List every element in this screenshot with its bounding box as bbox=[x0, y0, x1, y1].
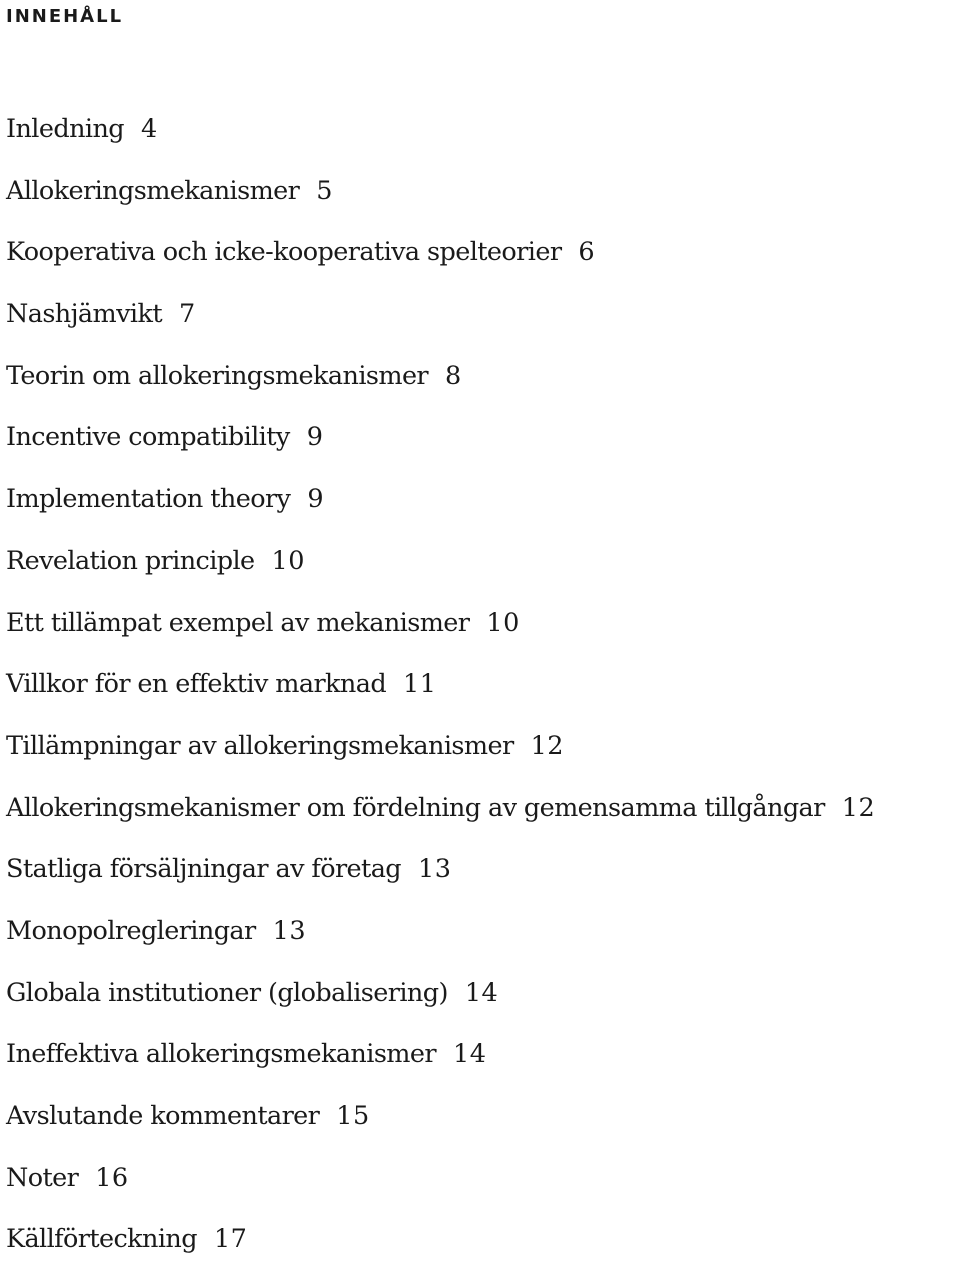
toc-entry[interactable] bbox=[6, 598, 875, 660]
toc-entry-page: 13 bbox=[418, 854, 452, 885]
toc-entry-page: 13 bbox=[272, 915, 307, 946]
toc-entry-title: Ineffektiva allokeringsmekanismer bbox=[6, 1039, 436, 1070]
toc-heading: INNEHÅLL bbox=[6, 6, 124, 27]
toc-entry-page: 14 bbox=[464, 977, 499, 1008]
toc-entry-title: Villkor för en effektiv marknad bbox=[6, 669, 387, 700]
toc-entry[interactable] bbox=[6, 227, 875, 289]
toc-entry[interactable] bbox=[6, 968, 875, 1030]
toc-entry-title: Incentive compatibility bbox=[6, 422, 290, 453]
toc-entry-title: Revelation principle bbox=[6, 545, 255, 576]
toc-entry[interactable] bbox=[6, 104, 875, 166]
toc-entry[interactable] bbox=[6, 289, 875, 351]
toc-entry[interactable] bbox=[6, 412, 875, 474]
toc-list bbox=[6, 104, 875, 1276]
toc-entry-page: 15 bbox=[336, 1101, 370, 1131]
toc-entry-page: 10 bbox=[486, 607, 520, 638]
toc-entry[interactable] bbox=[6, 1029, 875, 1091]
toc-entry-title: Tillämpningar av allokeringsmekanismer bbox=[6, 730, 514, 761]
toc-entry-title: Avslutande kommentarer bbox=[6, 1101, 320, 1131]
toc-entry-title: Globala institutioner (globalisering) bbox=[6, 977, 448, 1008]
toc-entry-title: Statliga försäljningar av företag bbox=[6, 854, 402, 885]
toc-entry-page: 6 bbox=[578, 237, 596, 268]
toc-entry[interactable] bbox=[6, 1153, 875, 1215]
toc-entry-title: Teorin om allokeringsmekanismer bbox=[6, 360, 429, 391]
toc-entry-page: 12 bbox=[841, 792, 876, 823]
toc-entry-title: Monopolregleringar bbox=[6, 915, 256, 946]
toc-entry-title: Nashjämvikt bbox=[6, 299, 162, 330]
toc-entry-page: 17 bbox=[213, 1224, 248, 1255]
toc-entry-title: Inledning bbox=[6, 114, 124, 144]
toc-entry-title: Noter bbox=[6, 1162, 79, 1193]
toc-entry[interactable] bbox=[6, 906, 875, 968]
toc-entry-page: 5 bbox=[316, 175, 333, 206]
toc-entry[interactable] bbox=[6, 1091, 875, 1153]
toc-entry-page: 9 bbox=[307, 484, 325, 515]
toc-entry-page: 11 bbox=[403, 669, 437, 700]
toc-entry[interactable] bbox=[6, 536, 875, 598]
toc-entry[interactable] bbox=[6, 474, 875, 536]
toc-entry[interactable] bbox=[6, 659, 875, 721]
toc-entry-title: Kooperativa och icke-kooperativa spelteorier bbox=[6, 237, 562, 268]
toc-entry-page: 4 bbox=[141, 114, 158, 144]
toc-entry[interactable] bbox=[6, 844, 875, 906]
toc-entry-title: Implementation theory bbox=[6, 484, 291, 515]
toc-entry-title: Allokeringsmekanismer om fördelning av gemensamma tillgångar bbox=[6, 792, 825, 823]
toc-entry-page: 8 bbox=[445, 360, 462, 391]
toc-entry-title: Ett tillämpat exempel av mekanismer bbox=[6, 607, 470, 638]
toc-entry-page: 10 bbox=[271, 545, 305, 576]
toc-entry[interactable] bbox=[6, 166, 875, 228]
toc-entry-title: Källförteckning bbox=[6, 1224, 197, 1255]
toc-entry-page: 12 bbox=[530, 730, 565, 761]
toc-entry-title: Allokeringsmekanismer bbox=[6, 175, 300, 206]
toc-entry[interactable] bbox=[6, 1214, 875, 1276]
toc-entry[interactable] bbox=[6, 721, 875, 783]
toc-entry-page: 7 bbox=[178, 299, 196, 330]
toc-entry[interactable] bbox=[6, 351, 875, 413]
toc-entry[interactable] bbox=[6, 783, 875, 845]
toc-entry-page: 16 bbox=[95, 1162, 129, 1193]
toc-entry-page: 9 bbox=[306, 422, 324, 453]
toc-entry-page: 14 bbox=[452, 1039, 487, 1070]
